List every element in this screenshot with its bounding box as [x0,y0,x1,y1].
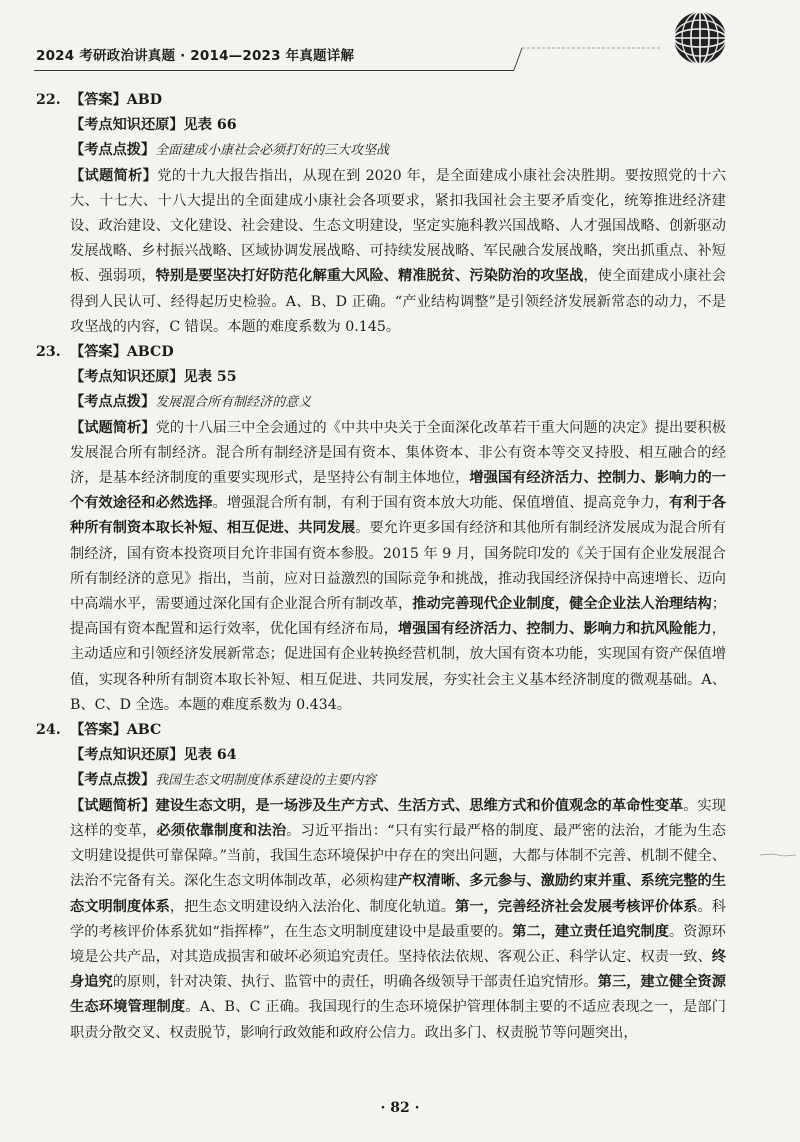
page-header [0,0,800,74]
analysis-label: 【试题简析】 [70,419,156,436]
analysis-segment: 增强国有经济活力、控制力、影响力的一个有效途径和必然选择 [70,470,726,512]
analysis-segment: 。习近平指出：“只有实行最严格的制度、最严密的法治，才能为生态文明建设提供可靠保障。”当前，我国生态环境保护中存在的突出问题，大都与体制不完善、机制不健全、法治不完备有关。深化生态文明体制改革，必须构建 [70,822,726,890]
analysis-segment: 。A、B、C 正确。我国现行的生态环境保护管理体制主要的不适应表现之一，是部门职责分散交叉、权责脱节，影响行政效能和政府公信力。政出多门、权责脱节等问题突出， [70,999,726,1041]
analysis-label: 【试题简析】 [70,797,156,814]
analysis-segment: 建设生态文明，是一场涉及生产方式、生活方式、思维方式和价值观念的革命性变革 [155,797,684,814]
question-number: 24. [36,722,61,739]
answer-label: 【答案】 [70,92,127,108]
tip-line [36,138,726,163]
analysis-segment: 。要允许更多国有经济和其他所有制经济发展成为混合所有制经济，国有资本投资项目允许非国有资本参股。2015 年 9 月，国务院印发的《关于国有企业发展混合所有制经济的意见》指出，当前，应对日益激烈的国际竞争和挑战，推动我国经济保持中高速增长、迈向中高端水平，需要通过深化国有企业混合所有制改革， [70,520,726,613]
answer-label: 【答案】 [70,722,127,739]
header-decoration [512,46,662,70]
analysis-segment: 党的十八届三中全会通过的《中共中央关于全面深化改革若干重大问题的决定》提出要积极发展混合所有制经济。混合所有制经济是国有资本、集体资本、非公有资本等交叉持股、相互融合的经济，是基本经济制度的重要实现形式，是坚持公有制主体地位， [70,419,726,487]
question-number: 23. [36,344,61,361]
knowledge-label: 【考点知识还原】 [70,369,184,386]
analysis-label: 【试题简析】 [70,167,158,184]
answer-value: ABCD [126,344,174,361]
tip-line [36,768,726,793]
answer-line [36,718,726,743]
analysis-segment: 。实现这样的变革， [70,797,726,839]
globe-icon [670,8,730,68]
analysis-segment: 必须依靠制度和法治 [156,822,287,839]
knowledge-line [36,743,726,768]
analysis-segment: 产权清晰、多元参与、激励约束并重、系统完整的生态文明制度体系 [70,873,726,915]
tip-value: 发展混合所有制经济的意义 [155,395,312,411]
tip-label: 【考点点拨】 [70,772,156,789]
analysis-paragraph [36,416,726,718]
analysis-segment: 有利于各种所有制资本取长补短、相互促进、共同发展 [70,495,726,537]
analysis-segment: 特别是要坚决打好防范化解重大风险、精准脱贫、污染防治的攻坚战 [155,268,584,285]
analysis-segment: ，把生态文明建设纳入法治化、制度化轨道。 [169,898,456,915]
question-block [36,718,726,1046]
tip-line [36,390,726,415]
answer-label: 【答案】 [70,344,127,361]
scan-artifact [760,852,796,858]
analysis-segment: 。科学的考核评价体系犹如“指挥棒”，在生态文明制度建设中是最重要的。 [70,898,726,940]
page-number: · 82 · [380,1100,420,1116]
analysis-paragraph [36,164,726,340]
knowledge-label: 【考点知识还原】 [70,117,184,134]
question-number: 22. [36,92,61,108]
tip-label: 【考点点拨】 [70,142,156,159]
tip-label: 【考点点拨】 [70,394,156,411]
analysis-segment: 的原则，针对决策、执行、监管中的责任，明确各级领导干部责任追究情形。 [112,974,598,991]
knowledge-label: 【考点知识还原】 [70,747,184,764]
answer-line [36,340,726,365]
knowledge-line [36,365,726,390]
knowledge-line [36,113,726,138]
analysis-paragraph [36,794,726,1046]
analysis-segment: 终身追究 [70,948,726,991]
analysis-segment: ，主动适应和引领经济发展新常态；促进国有企业转换经营机制，放大国有资本功能，实现国有资产保值增值，实现各种所有制资本取长补短、相互促进、共同发展，夯实社会主义基本经济制度的微观基础。A、B、C、D 全选。本题的难度系数为 0.434。 [70,621,726,713]
answer-line [36,88,726,113]
question-block [36,88,726,340]
header-rule [34,70,514,71]
analysis-segment: 第二，建立责任追究制度 [512,923,670,940]
question-block [36,340,726,718]
analysis-segment: 党的十九大报告指出，从现在到 2020 年，是全面建成小康社会决胜期。要按照党的十六大、十七大、十八大提出的全面建成小康社会各项要求，紧扣我国社会主要矛盾变化，统筹推进经济建设、政治建设、文化建设、社会建设、生态文明建设，坚定实施科教兴国战略、人才强国战略、创新驱动发展战略、乡村振兴战略、区域协调发展战略、可持续发展战略、军民融合发展战略，突出抓重点、补短板、强弱项， [70,167,726,285]
analysis-segment: ；提高国有资本配置和运行效率，优化国有经济布局， [70,596,726,638]
knowledge-value: 见表 66 [183,117,237,134]
analysis-segment: 。增强混合所有制，有利于国有资本放大功能、保值增值、提高竞争力， [212,495,669,512]
analysis-segment: 第一，完善经济社会发展考核评价体系 [455,898,698,915]
question-list [36,88,726,1046]
analysis-segment: ，使全面建成小康社会得到人民认可、经得起历史检验。A、B、D 正确。“产业结构调整”是引领经济发展新常态的动力，不是攻坚战的内容，C 错误。本题的难度系数为 0.145。 [70,268,726,335]
analysis-segment: 第三，建立健全资源生态环境管理制度 [70,974,726,1016]
knowledge-value: 见表 55 [183,369,237,386]
tip-value: 全面建成小康社会必须打好的三大攻坚战 [155,143,390,159]
header-title: 2024 考研政治讲真题 · 2014—2023 年真题详解 [36,48,355,64]
knowledge-value: 见表 64 [183,747,237,764]
tip-value: 我国生态文明制度体系建设的主要内容 [155,773,377,789]
analysis-segment: 增强国有经济活力、控制力、影响力和抗风险能力 [398,621,712,638]
analysis-segment: 。资源环境是公共产品，对其造成损害和破坏必须追究责任。坚持依法依规、客观公正、科学认定、权责一致、 [70,923,726,965]
analysis-segment: 推动完善现代企业制度，健全企业法人治理结构 [412,596,712,613]
answer-value: ABC [126,722,162,739]
answer-value: ABD [126,92,163,108]
